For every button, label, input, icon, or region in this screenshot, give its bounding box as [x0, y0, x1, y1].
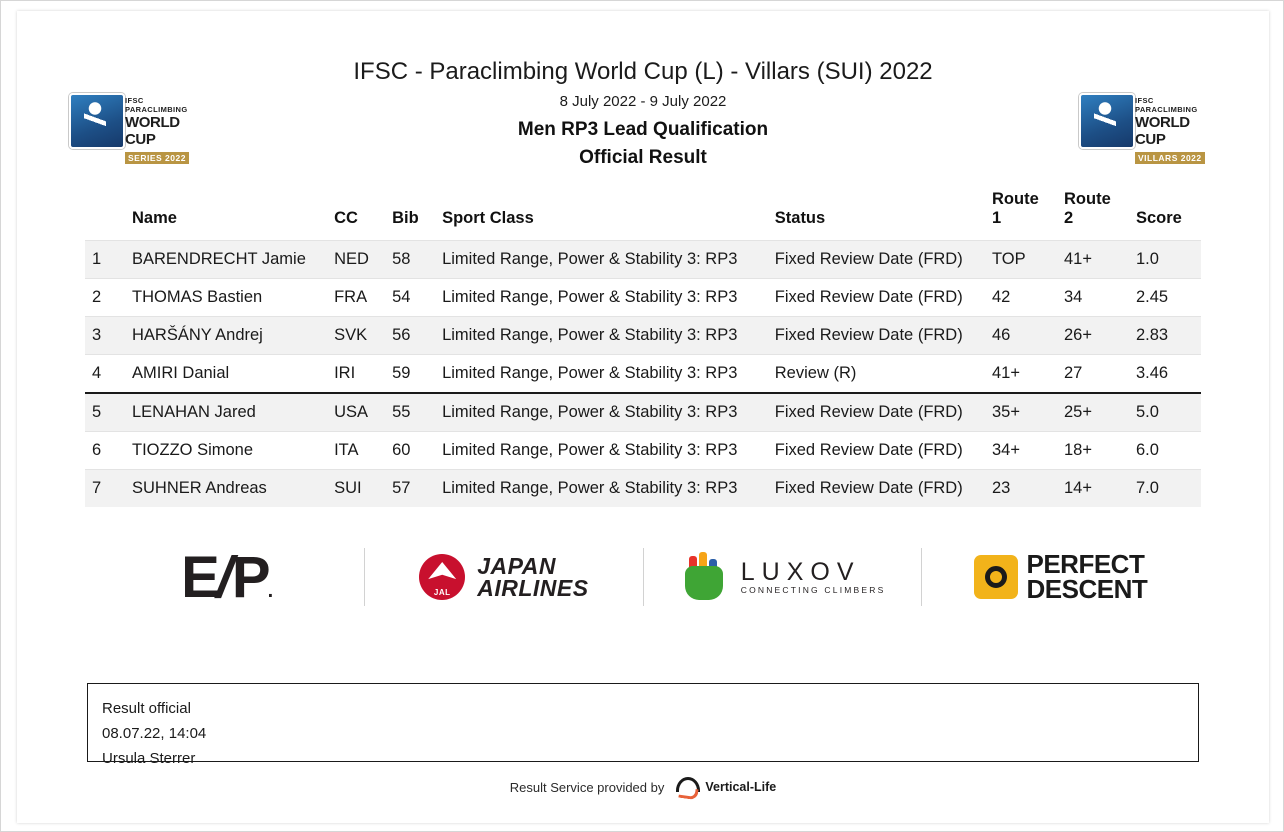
jal-line1: JAPAN [477, 553, 556, 579]
result-sheet [17, 11, 1269, 823]
event-dates: 8 July 2022 - 9 July 2022 [559, 93, 727, 110]
results-table [85, 184, 1201, 507]
cell-route1: 34+ [985, 432, 1057, 470]
cell-status: Fixed Review Date (FRD) [768, 317, 985, 355]
ep-dot: . [267, 579, 271, 602]
cell-rank: 2 [85, 279, 125, 317]
cell-cc: NED [327, 241, 385, 279]
cell-route2: 41+ [1057, 241, 1129, 279]
cell-bib: 56 [385, 317, 435, 355]
cell-cc: SUI [327, 470, 385, 508]
cell-rank: 5 [85, 393, 125, 432]
luxov-tagline: CONNECTING CLIMBERS [740, 585, 886, 595]
ep-logo [181, 544, 270, 611]
cell-rank: 6 [85, 432, 125, 470]
cell-cc: SVK [327, 317, 385, 355]
jal-crane-icon [419, 554, 465, 600]
cell-bib: 54 [385, 279, 435, 317]
cell-status: Fixed Review Date (FRD) [768, 241, 985, 279]
table-row[interactable] [85, 241, 1201, 279]
ifsc-world-cup-villars-logo [1079, 93, 1217, 163]
table-row[interactable] [85, 470, 1201, 508]
cell-name: HARŠÁNY Andrej [125, 317, 327, 355]
cell-route2: 34 [1057, 279, 1129, 317]
cell-score: 2.83 [1129, 317, 1201, 355]
cell-sport-class: Limited Range, Power & Stability 3: RP3 [435, 432, 768, 470]
ep-letter-p: P [231, 544, 268, 610]
sponsor-luxov [644, 529, 921, 625]
cell-status: Review (R) [768, 355, 985, 394]
cell-name: THOMAS Bastien [125, 279, 327, 317]
cell-rank: 4 [85, 355, 125, 394]
cell-score: 2.45 [1129, 279, 1201, 317]
cell-name: TIOZZO Simone [125, 432, 327, 470]
cell-route2: 26+ [1057, 317, 1129, 355]
cell-name: SUHNER Andreas [125, 470, 327, 508]
sponsor-perfect-descent [922, 529, 1199, 625]
cell-bib: 57 [385, 470, 435, 508]
page-footer [17, 776, 1269, 798]
cell-status: Fixed Review Date (FRD) [768, 470, 985, 508]
table-row[interactable] [85, 317, 1201, 355]
luxov-palm [685, 566, 723, 600]
cell-cc: USA [327, 393, 385, 432]
sponsor-ep [87, 529, 364, 625]
cell-route1: 41+ [985, 355, 1057, 394]
cell-rank: 1 [85, 241, 125, 279]
results-table-head [85, 184, 1201, 241]
column-header-status: Status [774, 209, 826, 227]
column-header-rank [85, 184, 125, 241]
official-timestamp: 08.07.22, 14:04 [102, 725, 207, 742]
cell-sport-class: Limited Range, Power & Stability 3: RP3 [435, 317, 768, 355]
event-category: Men RP3 Lead Qualification [517, 119, 769, 140]
cell-rank: 3 [85, 317, 125, 355]
cell-sport-class: Limited Range, Power & Stability 3: RP3 [435, 355, 768, 394]
results-table-wrapper [85, 184, 1201, 507]
cell-name: AMIRI Danial [125, 355, 327, 394]
sponsor-japan-airlines [365, 529, 642, 625]
cell-rank: 7 [85, 470, 125, 508]
jal-line2: AIRLINES [477, 575, 589, 601]
column-header-score: Score [1136, 209, 1182, 227]
cell-sport-class: Limited Range, Power & Stability 3: RP3 [435, 470, 768, 508]
luxov-logo [679, 552, 886, 602]
cell-route2: 27 [1057, 355, 1129, 394]
cell-status: Fixed Review Date (FRD) [768, 432, 985, 470]
cell-score: 1.0 [1129, 241, 1201, 279]
cell-route2: 25+ [1057, 393, 1129, 432]
results-table-body [85, 241, 1201, 508]
perfect-descent-line1: PERFECT [1026, 549, 1145, 579]
logo-left-line1: IFSC PARACLIMBING [125, 96, 188, 114]
logo-left-line3: SERIES 2022 [125, 152, 189, 164]
cell-route2: 18+ [1057, 432, 1129, 470]
cell-cc: IRI [327, 355, 385, 394]
cell-bib: 59 [385, 355, 435, 394]
column-header-bib: Bib [392, 209, 419, 227]
footer-service-text: Result Service provided by [509, 779, 665, 795]
luxov-hand-icon [679, 552, 731, 602]
vertical-life-icon [674, 776, 700, 798]
column-header-route2: Route 2 [1064, 190, 1111, 227]
column-header-sport-class: Sport Class [442, 209, 534, 227]
official-status: Result official [102, 700, 191, 717]
perfect-descent-line2: DESCENT [1026, 574, 1148, 604]
logo-right-line3: VILLARS 2022 [1135, 152, 1205, 164]
vertical-life-wordmark: Vertical-Life [705, 780, 777, 794]
logo-right-line1: IFSC PARACLIMBING [1135, 96, 1198, 114]
page-title: IFSC - Paraclimbing World Cup (L) - Villars (SUI) 2022 [353, 58, 933, 85]
logo-left-line2: WORLD CUP [125, 114, 180, 148]
cell-bib: 55 [385, 393, 435, 432]
cell-route2: 14+ [1057, 470, 1129, 508]
table-row[interactable] [85, 279, 1201, 317]
sponsor-bar [87, 529, 1199, 625]
cell-score: 3.46 [1129, 355, 1201, 394]
logo-right-line2: WORLD CUP [1135, 114, 1190, 148]
table-row[interactable] [85, 355, 1201, 394]
cell-bib: 58 [385, 241, 435, 279]
document-header [17, 11, 1269, 176]
perfect-descent-logo [974, 549, 1148, 604]
cell-score: 5.0 [1129, 393, 1201, 432]
official-signatory: Ursula Sterrer [102, 750, 196, 767]
column-header-cc: CC [334, 209, 358, 227]
cell-status: Fixed Review Date (FRD) [768, 393, 985, 432]
cell-score: 7.0 [1129, 470, 1201, 508]
column-header-route1: Route 1 [992, 190, 1039, 227]
ep-letter-e: E [181, 544, 217, 610]
cell-cc: FRA [327, 279, 385, 317]
cell-name: LENAHAN Jared [125, 393, 327, 432]
column-header-name: Name [132, 209, 177, 227]
perfect-descent-icon [974, 555, 1018, 599]
cell-sport-class: Limited Range, Power & Stability 3: RP3 [435, 241, 768, 279]
result-subtitle: Official Result [579, 147, 707, 168]
table-row[interactable] [85, 432, 1201, 470]
cell-status: Fixed Review Date (FRD) [768, 279, 985, 317]
cell-name: BARENDRECHT Jamie [125, 241, 327, 279]
vertical-life-logo [674, 776, 776, 798]
table-row[interactable] [85, 393, 1201, 432]
ep-slash: / [210, 544, 238, 610]
cell-route1: TOP [985, 241, 1057, 279]
cell-route1: 42 [985, 279, 1057, 317]
climber-badge-icon [1079, 93, 1135, 149]
jal-logo [419, 554, 588, 600]
cell-sport-class: Limited Range, Power & Stability 3: RP3 [435, 279, 768, 317]
cell-route1: 23 [985, 470, 1057, 508]
table-header-row [85, 184, 1201, 241]
cell-score: 6.0 [1129, 432, 1201, 470]
cell-route1: 46 [985, 317, 1057, 355]
luxov-wordmark: LUXOV [740, 558, 861, 586]
cell-route1: 35+ [985, 393, 1057, 432]
cell-cc: ITA [327, 432, 385, 470]
cell-sport-class: Limited Range, Power & Stability 3: RP3 [435, 393, 768, 432]
official-result-box [87, 683, 1199, 767]
cell-bib: 60 [385, 432, 435, 470]
